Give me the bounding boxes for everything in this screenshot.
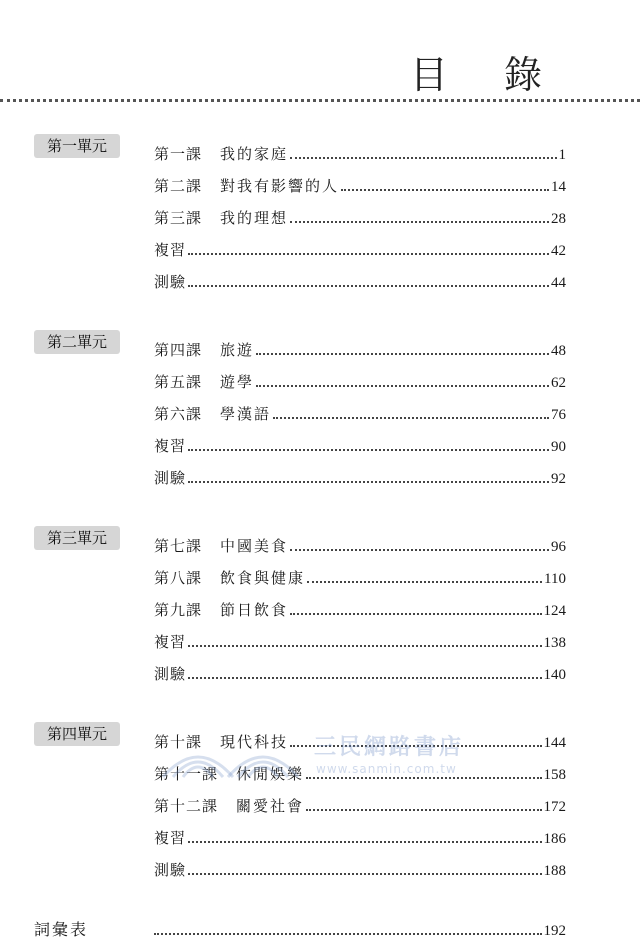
title-divider: [0, 99, 640, 102]
toc-entry[interactable]: [154, 556, 566, 588]
toc-entry[interactable]: [154, 228, 566, 260]
lesson-topic: 旅遊: [220, 341, 255, 359]
glossary-page: 192: [543, 923, 566, 939]
lesson-label: 第七課: [154, 537, 203, 555]
lesson-label: 測驗: [154, 469, 187, 487]
lesson-label: 第三課: [154, 209, 203, 227]
page-number: 48: [551, 343, 566, 359]
dot-leader: [256, 385, 549, 387]
toc-entry[interactable]: [154, 360, 566, 392]
page-number: 186: [543, 831, 566, 847]
unit-tag: 第二單元: [34, 330, 120, 354]
unit-block: [34, 524, 566, 684]
page-number: 96: [551, 539, 566, 555]
toc-entry[interactable]: [154, 816, 566, 848]
toc-entry[interactable]: [154, 260, 566, 292]
glossary-entry[interactable]: [34, 910, 566, 940]
lesson-topic: 現代科技: [220, 733, 289, 751]
dot-leader: [290, 221, 549, 223]
lesson-label: 測驗: [154, 273, 187, 291]
lesson-label: 複習: [154, 437, 187, 455]
lesson-label: 第五課: [154, 373, 203, 391]
dot-leader: [306, 777, 541, 779]
toc-entry[interactable]: [154, 456, 566, 488]
toc-entry[interactable]: [154, 392, 566, 424]
lesson-topic: 學漢語: [220, 405, 272, 423]
dot-leader: [290, 157, 556, 159]
dot-leader: [188, 677, 541, 679]
page-number: 90: [551, 439, 566, 455]
dot-leader: [306, 809, 541, 811]
toc-entry[interactable]: [154, 848, 566, 880]
unit-block: [34, 720, 566, 880]
toc-entry[interactable]: [154, 784, 566, 816]
page-number: 158: [543, 767, 566, 783]
lesson-label: 第十課: [154, 733, 203, 751]
page-number: 138: [543, 635, 566, 651]
toc-entry[interactable]: [154, 524, 566, 556]
dot-leader: [188, 253, 549, 255]
unit-block: [34, 328, 566, 488]
toc-entry[interactable]: [154, 132, 566, 164]
lesson-label: 第九課: [154, 601, 203, 619]
dot-leader: [290, 613, 541, 615]
dot-leader: [188, 873, 541, 875]
table-of-contents: [34, 132, 566, 940]
lesson-label: 測驗: [154, 665, 187, 683]
lesson-label: 第八課: [154, 569, 203, 587]
lesson-topic: 對我有影響的人: [220, 177, 340, 195]
toc-entry[interactable]: [154, 620, 566, 652]
dot-leader: [290, 549, 549, 551]
unit-tag: 第四單元: [34, 722, 120, 746]
dot-leader: [188, 449, 549, 451]
page-number: 140: [543, 667, 566, 683]
page-number: 42: [551, 243, 566, 259]
dot-leader: [273, 417, 549, 419]
glossary-label: 詞彙表: [34, 920, 89, 939]
lesson-topic: 遊學: [220, 373, 255, 391]
toc-entry[interactable]: [154, 752, 566, 784]
toc-entry[interactable]: [154, 424, 566, 456]
lesson-topic: 飲食與健康: [220, 569, 306, 587]
page-number: 14: [551, 179, 566, 195]
page-number: 1: [558, 147, 566, 163]
lesson-label: 第十一課: [154, 765, 219, 783]
page-title: 目 錄: [409, 53, 564, 97]
lesson-topic: 節日飲食: [220, 601, 289, 619]
toc-entry[interactable]: [154, 328, 566, 360]
lesson-label: 測驗: [154, 861, 187, 879]
page-number: 76: [551, 407, 566, 423]
lesson-topic: 我的家庭: [220, 145, 289, 163]
lesson-label: 第十二課: [154, 797, 219, 815]
page-number: 110: [544, 571, 566, 587]
toc-entry[interactable]: [154, 164, 566, 196]
lesson-label: 複習: [154, 829, 187, 847]
page-number: 44: [551, 275, 566, 291]
dot-leader: [188, 285, 549, 287]
unit-tag: 第三單元: [34, 526, 120, 550]
unit-block: [34, 132, 566, 292]
unit-tag: 第一單元: [34, 134, 120, 158]
page-number: 62: [551, 375, 566, 391]
lesson-topic: 關愛社會: [236, 797, 305, 815]
dot-leader: [188, 841, 541, 843]
page-number: 28: [551, 211, 566, 227]
lesson-topic: 中國美食: [220, 537, 289, 555]
watermark-url: www.sanmin.com.tw: [316, 762, 457, 776]
watermark-name: 三民網路書店: [314, 735, 465, 760]
toc-entry[interactable]: [154, 720, 566, 752]
toc-entry[interactable]: [154, 652, 566, 684]
toc-entry[interactable]: [154, 196, 566, 228]
lesson-label: 第一課: [154, 145, 203, 163]
dot-leader: [307, 581, 542, 583]
dot-leader: [188, 645, 541, 647]
page-number: 144: [543, 735, 566, 751]
dot-leader: [188, 481, 549, 483]
toc-entry[interactable]: [154, 588, 566, 620]
lesson-topic: 休閒娛樂: [236, 765, 305, 783]
lesson-label: 第二課: [154, 177, 203, 195]
page-number: 92: [551, 471, 566, 487]
dot-leader: [154, 933, 542, 935]
lesson-label: 複習: [154, 633, 187, 651]
lesson-label: 複習: [154, 241, 187, 259]
lesson-topic: 我的理想: [220, 209, 289, 227]
dot-leader: [290, 745, 541, 747]
page-number: 124: [543, 603, 566, 619]
dot-leader: [256, 353, 549, 355]
page-number: 172: [543, 799, 566, 815]
lesson-label: 第四課: [154, 341, 203, 359]
page-number: 188: [543, 863, 566, 879]
lesson-label: 第六課: [154, 405, 203, 423]
dot-leader: [341, 189, 549, 191]
